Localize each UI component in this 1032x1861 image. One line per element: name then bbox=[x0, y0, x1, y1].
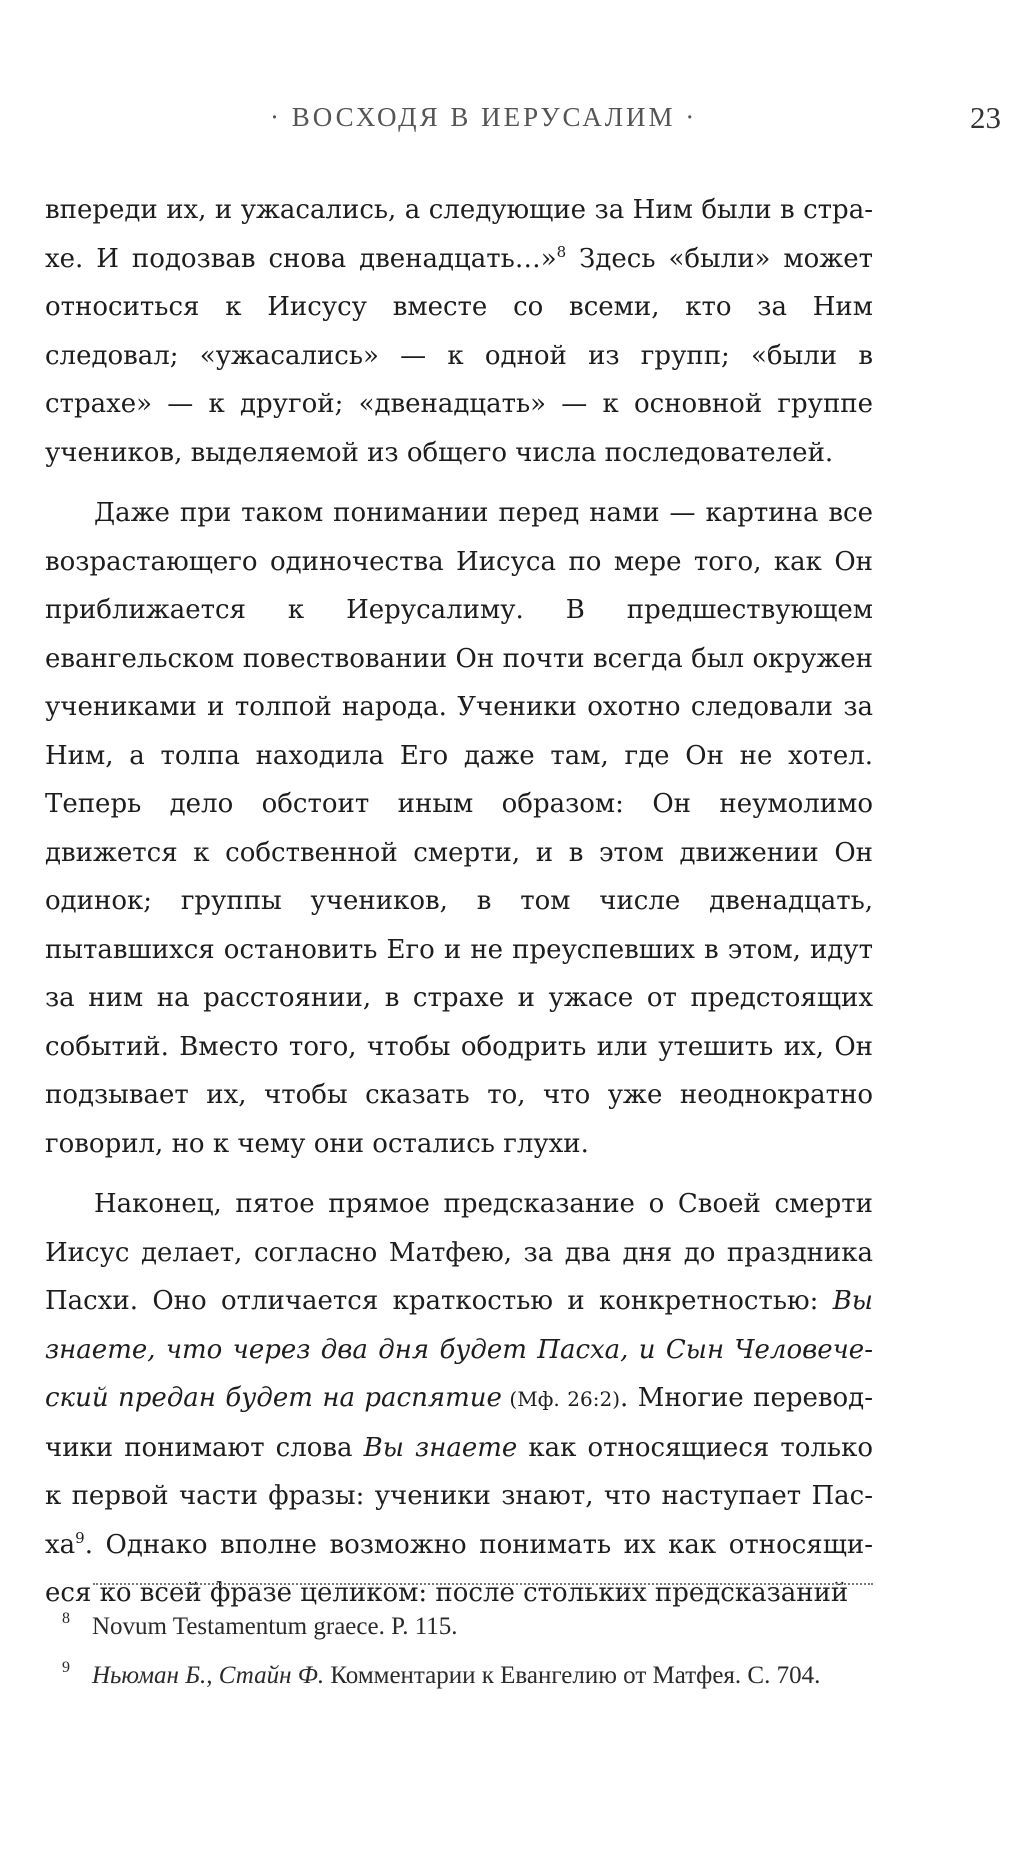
paragraph-3-text-d: . Однако вполне возможно понимать их как относящиеся ко всей фразе целиком: после стольких предсказаний bbox=[45, 1529, 873, 1608]
page-number: 23 bbox=[970, 100, 1001, 135]
footnote-number: 8 bbox=[62, 1610, 70, 1627]
footnote-divider bbox=[93, 1583, 873, 1585]
quoted-phrase: Вы знаете bbox=[363, 1432, 518, 1463]
footnote-text: Комментарии к Евангелию от Матфея. С. 704. bbox=[324, 1662, 821, 1689]
scripture-reference: (Мф. 26:2) bbox=[501, 1387, 620, 1411]
main-text bbox=[45, 186, 873, 1618]
footnote-9 bbox=[60, 1656, 873, 1695]
paragraph-1 bbox=[45, 186, 873, 477]
footnote-ref-9[interactable]: 9 bbox=[75, 1528, 85, 1547]
footnote-ref-8[interactable]: 8 bbox=[556, 242, 567, 261]
footnote-8 bbox=[60, 1607, 873, 1646]
paragraph-1-text-b: Здесь «были» может относиться к Иисусу вместе со всеми, кто за Ним следовал; «ужасались» — к одной из групп; «были в страхе» — к другой; «двенадцать» — к основной группе учеников, выделяемой из общего числа последователей. bbox=[45, 243, 873, 468]
paragraph-3-text-b: . Многие переводчики понимают слова bbox=[45, 1383, 873, 1463]
running-head: · ВОСХОДЯ В ИЕРУСАЛИМ · bbox=[270, 102, 698, 132]
paragraph-1-text-a: впереди их, и ужасались, а следующие за Ним были в страхе. И подозвав снова двенадцать…» bbox=[45, 195, 873, 274]
footnotes bbox=[60, 1607, 873, 1705]
paragraph-3-text-c: как относящиеся только к первой части фразы: ученики знают, что наступает Пасха bbox=[45, 1432, 873, 1560]
footnote-number: 9 bbox=[62, 1659, 70, 1676]
paragraph-3-text-a: Наконец, пятое прямое предсказание о Своей смерти Иисус делает, согласно Матфею, за два дня до праздника Пасхи. Оно отличается краткостью и конкретностью: bbox=[45, 1189, 873, 1316]
paragraph-3 bbox=[45, 1180, 873, 1618]
scripture-quote: Вы знаете, что через два дня будет Пасха, и Сын Человеческий предан будет на распятие bbox=[45, 1286, 873, 1413]
footnote-authors: Ньюман Б., Стайн Ф. bbox=[92, 1662, 325, 1689]
footnote-text: Novum Testamentum graece. P. 115. bbox=[92, 1613, 458, 1640]
paragraph-2: Даже при таком понимании перед нами — картина все возрастающего одиночества Иисуса по мере того, как Он приближается к Иерусалиму. В предшествующем евангельском повествовании Он почти всегда был окружен учениками и толпой народа. Ученики охотно следовали за Ним, а толпа находила Его даже там, где Он не хотел. Теперь дело обстоит иным образом: Он неумолимо движется к собственной смерти, и в этом движении Он одинок; группы учеников, в том числе двенадцать, пытавшихся остановить Его и не преуспевших в этом, идут за ним на расстоянии, в страхе и ужасе от предстоящих событий. Вместо того, чтобы ободрить или утешить их, Он подзывает их, чтобы сказать то, что уже неоднократно говорил, но к чему они остались глухи. bbox=[45, 498, 873, 1159]
